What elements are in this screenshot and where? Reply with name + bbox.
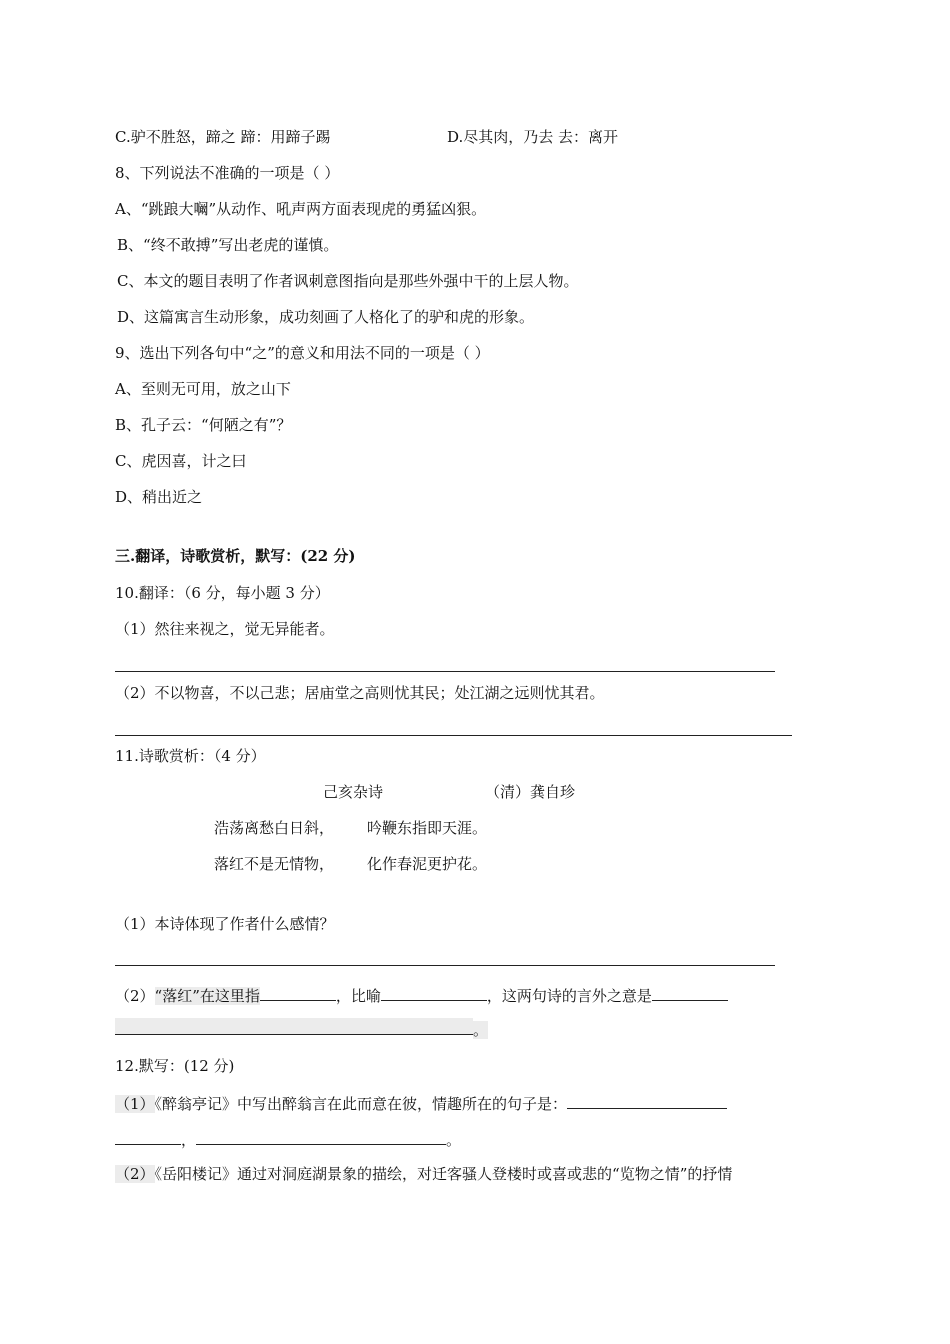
q10-answer-line-1[interactable] bbox=[115, 671, 775, 672]
q12-blank-1[interactable] bbox=[567, 1092, 727, 1109]
poem-title: 己亥杂诗 bbox=[323, 783, 384, 801]
q9-stem: 9、选出下列各句中“之”的意义和用法不同的一项是（ ） bbox=[115, 344, 490, 362]
q12-part-2 bbox=[115, 1164, 732, 1184]
q12-part-1-number: （1） bbox=[115, 1095, 155, 1113]
q7-option-d: D.尽其肉，乃去 去：离开 bbox=[447, 128, 619, 146]
q9-option-d: D、稍出近之 bbox=[115, 488, 203, 506]
poem-line-1a: 浩荡离愁白日斜， bbox=[214, 819, 335, 837]
q12-part-1-text: 《醉翁亭记》中写出醉翁言在此而意在彼，情趣所在的句子是： bbox=[154, 1095, 568, 1113]
section-3-title: 三.翻译，诗歌赏析，默写：(22 分) bbox=[115, 547, 356, 565]
q11-answer-line-1[interactable] bbox=[115, 965, 775, 966]
q11-part-2-number: （2） bbox=[115, 987, 155, 1005]
q9-option-c: C、虎因喜，计之曰 bbox=[115, 452, 247, 470]
q8-option-c: C、本文的题目表明了作者讽刺意图指向是那些外强中干的上层人物。 bbox=[117, 272, 579, 290]
q11-part-2-text-c: ，这两句诗的言外之意是 bbox=[486, 987, 652, 1005]
poem-line-2a: 落红不是无情物， bbox=[214, 855, 335, 873]
q9-option-a: A、至则无可用，放之山下 bbox=[115, 380, 291, 398]
q12-part-2-number: （2） bbox=[115, 1165, 155, 1183]
q12-part-1 bbox=[115, 1092, 727, 1114]
poem-line-1b: 吟鞭东指即天涯。 bbox=[367, 819, 488, 837]
q11-blank-3[interactable] bbox=[652, 984, 728, 1001]
q11-part-2-continued bbox=[115, 1018, 488, 1040]
q11-part-2-text-a: “落红”在这里指 bbox=[154, 987, 260, 1005]
q9-option-b: B、孔子云：“何陋之有”？ bbox=[115, 416, 292, 434]
q12-part-1-continued bbox=[115, 1128, 461, 1150]
q11-part-2-text-b: ，比喻 bbox=[335, 987, 381, 1005]
q8-option-b: B、“终不敢搏”写出老虎的谨慎。 bbox=[117, 236, 339, 254]
q11-blank-1[interactable] bbox=[260, 984, 336, 1001]
q10-answer-line-2[interactable] bbox=[115, 735, 792, 736]
q12-part-1-comma: ， bbox=[181, 1131, 197, 1149]
poem-line-2b: 化作春泥更护花。 bbox=[367, 855, 488, 873]
q8-stem: 8、下列说法不准确的一项是（ ） bbox=[115, 164, 340, 182]
q12-blank-2[interactable] bbox=[115, 1128, 181, 1145]
q12-stem: 12.默写：(12 分) bbox=[115, 1057, 235, 1075]
q12-part-2-text: 《岳阳楼记》通过对洞庭湖景象的描绘，对迁客骚人登楼时或喜或悲的“览物之情”的抒情 bbox=[154, 1165, 733, 1183]
q10-stem: 10.翻译：（6 分，每小题 3 分） bbox=[115, 584, 330, 602]
q11-stem: 11.诗歌赏析：（4 分） bbox=[115, 747, 266, 765]
q12-blank-3[interactable] bbox=[196, 1128, 446, 1145]
q8-option-d: D、这篇寓言生动形象，成功刻画了人格化了的驴和虎的形象。 bbox=[117, 308, 535, 326]
q10-part-1: （1）然往来视之，觉无异能者。 bbox=[115, 620, 335, 638]
q10-part-2: （2）不以物喜，不以己悲；居庙堂之高则忧其民；处江湖之远则忧其君。 bbox=[115, 684, 605, 702]
q7-option-c: C.驴不胜怒，蹄之 蹄：用蹄子踢 bbox=[115, 128, 331, 146]
q11-part-2 bbox=[115, 984, 728, 1006]
q12-part-1-end: 。 bbox=[446, 1131, 462, 1149]
q11-blank-2[interactable] bbox=[381, 984, 487, 1001]
poem-author: （清）龚自珍 bbox=[485, 783, 576, 801]
q8-option-a: A、“跳踉大㘎”从动作、吼声两方面表现虎的勇猛凶狠。 bbox=[115, 200, 487, 218]
q11-part-2-end: 。 bbox=[473, 1021, 489, 1039]
q11-part-1: （1）本诗体现了作者什么感情？ bbox=[115, 915, 335, 933]
q11-blank-4[interactable] bbox=[115, 1018, 473, 1035]
